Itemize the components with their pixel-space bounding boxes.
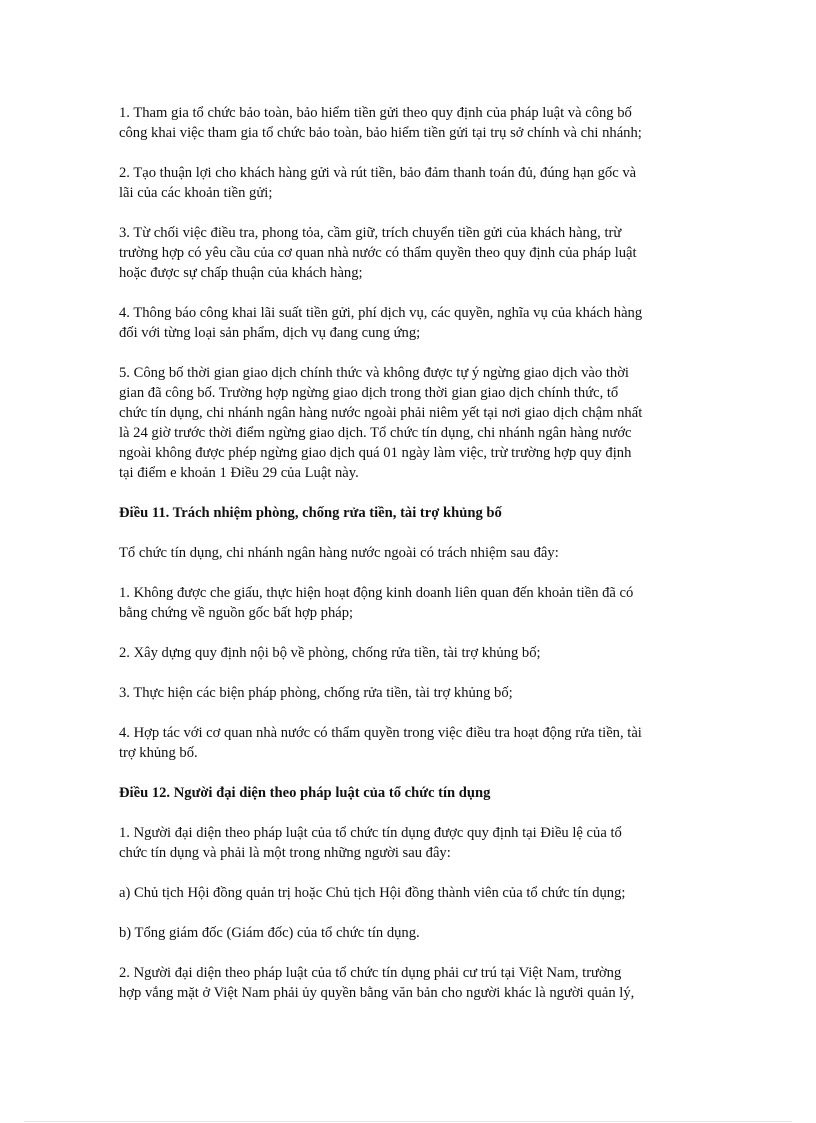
- text-line: lãi của các khoản tiền gửi;: [119, 185, 273, 201]
- article-11-heading: [119, 503, 699, 523]
- text-line: đối với từng loại sản phẩm, dịch vụ đang cung ứng;: [119, 325, 421, 341]
- text-line: 2. Xây dựng quy định nội bộ về phòng, chống rửa tiền, tài trợ khủng bố;: [119, 645, 541, 661]
- paragraph-chairman: [119, 883, 699, 903]
- text-line: bằng chứng về nguồn gốc bất hợp pháp;: [119, 605, 354, 621]
- paragraph-legal-representative: [119, 823, 699, 863]
- paragraph-refuse-investigation: [119, 223, 699, 283]
- text-line: 1. Người đại diện theo pháp luật của tổ chức tín dụng được quy định tại Điều lệ của tổ: [119, 825, 622, 841]
- paragraph-deposit-withdrawal: [119, 163, 699, 203]
- article-12-heading: [119, 783, 699, 803]
- paragraph-prevention-measures: [119, 683, 699, 703]
- text-line: là 24 giờ trước thời điểm ngừng giao dịch. Tổ chức tín dụng, chi nhánh ngân hàng nước: [119, 425, 632, 441]
- page-bottom-divider: [24, 1121, 792, 1122]
- text-line: hoặc được sự chấp thuận của khách hàng;: [119, 265, 363, 281]
- text-line: ngoài không được phép ngừng giao dịch quá 01 ngày làm việc, trừ trường hợp quy định: [119, 445, 632, 461]
- heading-text: Điều 11. Trách nhiệm phòng, chống rửa tiền, tài trợ khủng bố: [119, 505, 502, 521]
- paragraph-cooperation: [119, 723, 699, 763]
- text-line: 2. Tạo thuận lợi cho khách hàng gửi và rút tiền, bảo đảm thanh toán đủ, đúng hạn gốc và: [119, 165, 637, 181]
- text-line: 3. Từ chối việc điều tra, phong tỏa, cầm giữ, trích chuyển tiền gửi của khách hàng, trừ: [119, 225, 622, 241]
- document-page: [119, 103, 699, 1023]
- text-line: chức tín dụng và phải là một trong những người sau đây:: [119, 845, 451, 861]
- paragraph-responsibilities-intro: [119, 543, 699, 563]
- text-line: trường hợp có yêu cầu của cơ quan nhà nước có thẩm quyền theo quy định của pháp luật: [119, 245, 637, 261]
- paragraph-general-director: [119, 923, 699, 943]
- text-line: hợp vắng mặt ở Việt Nam phải ủy quyền bằng văn bản cho người khác là người quản lý,: [119, 985, 635, 1001]
- text-line: chức tín dụng, chi nhánh ngân hàng nước ngoài phải niêm yết tại nơi giao dịch chậm nhất: [119, 405, 643, 421]
- text-line: a) Chủ tịch Hội đồng quản trị hoặc Chủ tịch Hội đồng thành viên của tổ chức tín dụng;: [119, 885, 626, 901]
- paragraph-residency: [119, 963, 699, 1003]
- paragraph-no-concealment: [119, 583, 699, 623]
- paragraph-internal-rules: [119, 643, 699, 663]
- heading-text: Điều 12. Người đại diện theo pháp luật của tổ chức tín dụng: [119, 785, 491, 801]
- paragraph-deposit-insurance: [119, 103, 699, 143]
- paragraph-public-notice: [119, 303, 699, 343]
- text-line: Tổ chức tín dụng, chi nhánh ngân hàng nước ngoài có trách nhiệm sau đây:: [119, 545, 559, 561]
- text-line: 5. Công bố thời gian giao dịch chính thức và không được tự ý ngừng giao dịch vào thời: [119, 365, 629, 381]
- text-line: 4. Hợp tác với cơ quan nhà nước có thẩm quyền trong việc điều tra hoạt động rửa tiền, tài: [119, 725, 642, 741]
- text-line: 2. Người đại diện theo pháp luật của tổ chức tín dụng phải cư trú tại Việt Nam, trường: [119, 965, 622, 981]
- paragraph-transaction-hours: [119, 363, 699, 483]
- text-line: b) Tổng giám đốc (Giám đốc) của tổ chức tín dụng.: [119, 925, 420, 941]
- text-line: tại điểm e khoản 1 Điều 29 của Luật này.: [119, 465, 359, 481]
- text-line: công khai việc tham gia tổ chức bảo toàn, bảo hiểm tiền gửi tại trụ sở chính và chi nhánh;: [119, 125, 642, 141]
- text-line: 3. Thực hiện các biện pháp phòng, chống rửa tiền, tài trợ khủng bố;: [119, 685, 513, 701]
- text-line: 1. Tham gia tổ chức bảo toàn, bảo hiểm tiền gửi theo quy định của pháp luật và công bố: [119, 105, 632, 121]
- text-line: gian đã công bố. Trường hợp ngừng giao dịch trong thời gian giao dịch chính thức, tổ: [119, 385, 619, 401]
- text-line: 1. Không được che giấu, thực hiện hoạt động kinh doanh liên quan đến khoản tiền đã có: [119, 585, 634, 601]
- text-line: 4. Thông báo công khai lãi suất tiền gửi, phí dịch vụ, các quyền, nghĩa vụ của khách hàng: [119, 305, 643, 321]
- text-line: trợ khủng bố.: [119, 745, 198, 761]
